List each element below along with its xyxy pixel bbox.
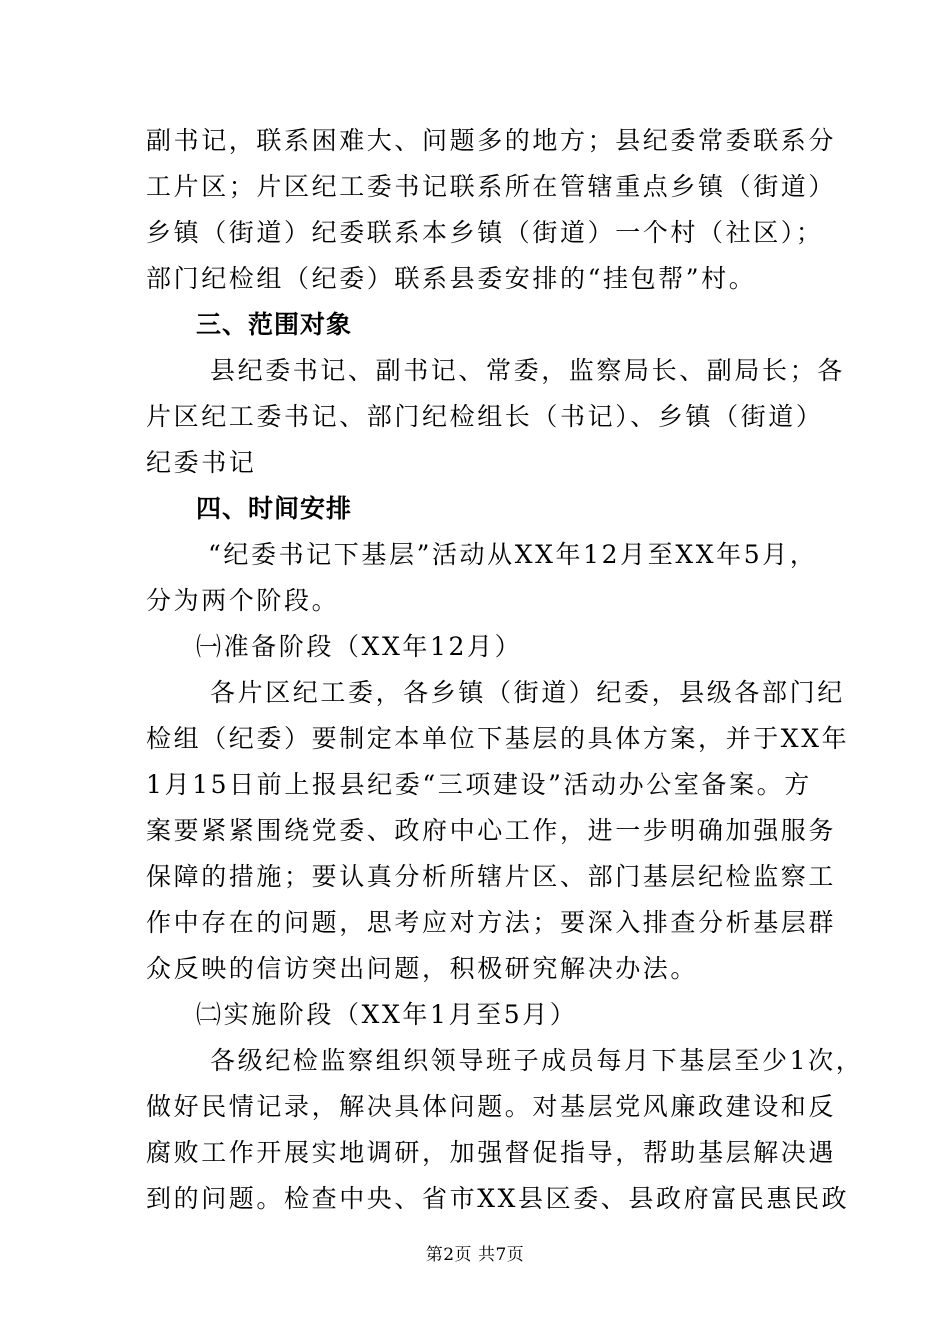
body-text-line: 工片区；片区纪工委书记联系所在管辖重点乡镇（街道） xyxy=(146,172,837,201)
body-text-line: 各级纪检监察组织领导班子成员每月下基层至少1次， xyxy=(210,1046,864,1075)
body-text-line: 作中存在的问题，思考应对方法；要深入排查分析基层群 xyxy=(146,908,837,937)
subsection-heading: ㈠准备阶段（XX年12月） xyxy=(196,632,523,661)
page-number-footer: 第2页 共7页 xyxy=(425,1245,525,1265)
body-text-line: 众反映的信访突出问题，积极研究解决办法。 xyxy=(146,954,699,983)
body-text-line: “纪委书记下基层”活动从XX年12月至XX年5月， xyxy=(208,540,818,569)
body-text-line: 做好民情记录，解决具体问题。对基层党风廉政建设和反 xyxy=(146,1092,837,1121)
subsection-heading: ㈡实施阶段（XX年1月至5月） xyxy=(196,1000,578,1029)
body-text-line: 部门纪检组（纪委）联系县委安排的“挂包帮”村。 xyxy=(146,264,757,293)
body-text-line: 案要紧紧围绕党委、政府中心工作，进一步明确加强服务 xyxy=(146,816,837,845)
body-text-line: 纪委书记 xyxy=(146,448,257,477)
body-text-line: 保障的措施；要认真分析所辖片区、部门基层纪检监察工 xyxy=(146,862,837,891)
section-heading: 三、范围对象 xyxy=(196,310,353,339)
body-text-line: 分为两个阶段。 xyxy=(146,586,340,615)
section-heading: 四、时间安排 xyxy=(196,494,353,523)
body-text-line: 到的问题。检查中央、省市XX县区委、县政府富民惠民政 xyxy=(146,1184,850,1213)
body-text-line: 副书记，联系困难大、问题多的地方；县纪委常委联系分 xyxy=(146,126,837,155)
body-text-line: 检组（纪委）要制定本单位下基层的具体方案，并于XX年 xyxy=(146,724,850,753)
body-text-line: 县纪委书记、副书记、常委，监察局长、副局长；各 xyxy=(210,356,845,385)
body-text-line: 各片区纪工委，各乡镇（街道）纪委，县级各部门纪 xyxy=(210,678,845,707)
body-text-line: 片区纪工委书记、部门纪检组长（书记）、乡镇（街道） xyxy=(146,402,824,431)
body-text-line: 腐败工作开展实地调研，加强督促指导，帮助基层解决遇 xyxy=(146,1138,837,1167)
body-text-line: 乡镇（街道）纪委联系本乡镇（街道）一个村（社区）； xyxy=(146,218,824,247)
body-text-line: 1月15日前上报县纪委“三项建设”活动办公室备案。方 xyxy=(146,770,812,799)
